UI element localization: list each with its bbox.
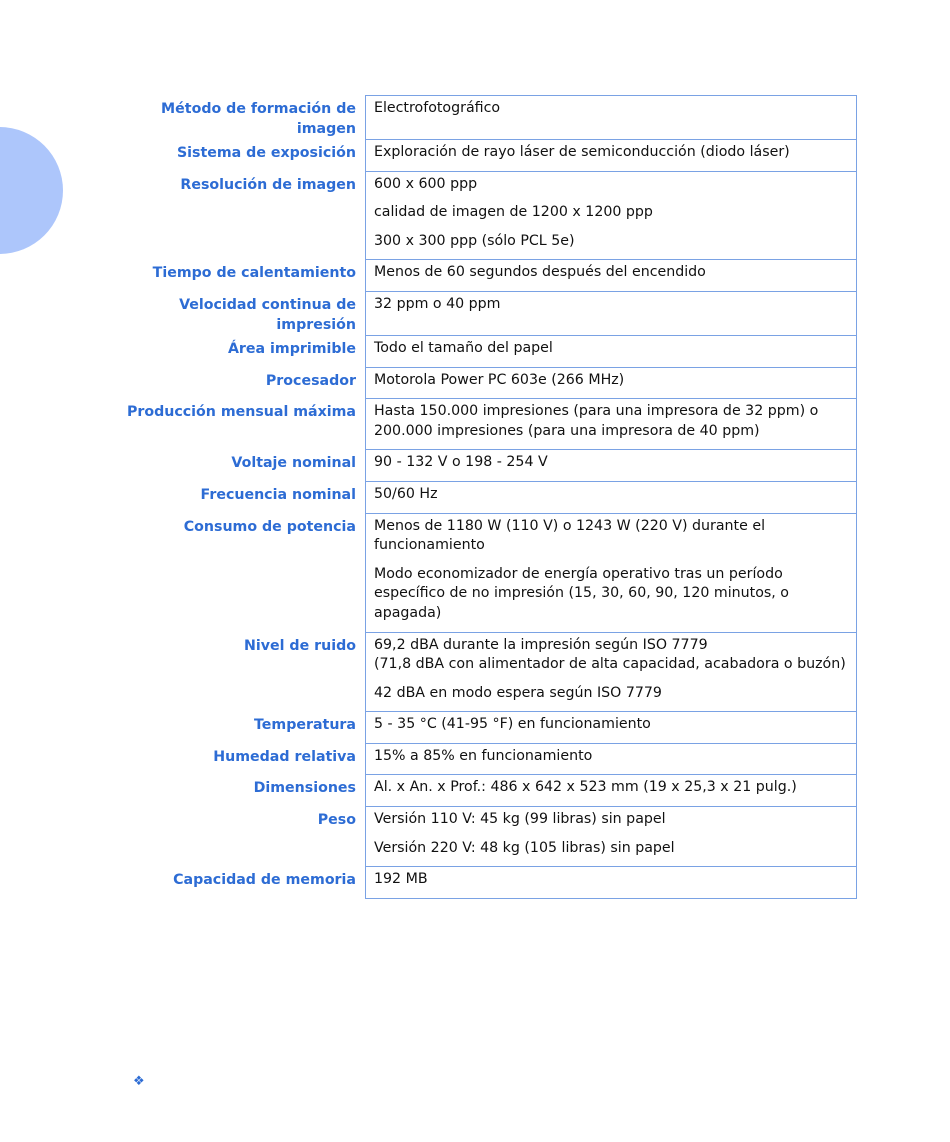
spec-label: Voltaje nominal bbox=[231, 455, 356, 472]
spec-value bbox=[365, 481, 857, 513]
spec-value-line: específico de no impresión (15, 30, 60, 90, 120 minutos, o bbox=[374, 585, 789, 602]
spec-value-line: Hasta 150.000 impresiones (para una impresora de 32 ppm) o bbox=[374, 403, 819, 420]
spec-label: Velocidad continua de impresión bbox=[179, 296, 356, 333]
spec-value bbox=[365, 259, 857, 291]
spec-value bbox=[365, 449, 857, 481]
spec-value-paragraph bbox=[374, 715, 848, 735]
spec-value bbox=[365, 95, 857, 139]
spec-value-paragraph bbox=[374, 99, 848, 119]
spec-value bbox=[365, 139, 857, 171]
spec-value-paragraph bbox=[374, 453, 848, 473]
spec-value-paragraph bbox=[374, 295, 848, 315]
spec-value-line: (71,8 dBA con alimentador de alta capacidad, acabadora o buzón) bbox=[374, 656, 846, 673]
spec-value bbox=[365, 774, 857, 806]
spec-value bbox=[365, 335, 857, 367]
spec-value-line: Todo el tamaño del papel bbox=[374, 339, 553, 356]
spec-value-line: Motorola Power PC 603e (266 MHz) bbox=[374, 371, 625, 388]
spec-value-paragraph bbox=[374, 684, 848, 704]
spec-value-line: 5 - 35 °C (41-95 °F) en funcionamiento bbox=[374, 716, 651, 733]
spec-value bbox=[365, 291, 857, 335]
spec-value-line: 192 MB bbox=[374, 871, 428, 888]
chapter-tab-marker bbox=[0, 127, 63, 254]
spec-value-line: Menos de 1180 W (110 V) o 1243 W (220 V) durante el bbox=[374, 517, 766, 534]
spec-label: Humedad relativa bbox=[213, 748, 356, 765]
spec-value-line: Modo economizador de energía operativo tras un período bbox=[374, 565, 783, 582]
spec-value bbox=[365, 743, 857, 775]
spec-value bbox=[365, 632, 857, 712]
spec-label: Sistema de exposición bbox=[176, 145, 356, 161]
spec-value-line: funcionamiento bbox=[374, 537, 485, 554]
spec-label: Área imprimible bbox=[227, 340, 356, 357]
spec-value-paragraph bbox=[374, 371, 848, 391]
spec-label: Consumo de potencia bbox=[183, 518, 356, 535]
spec-value bbox=[365, 806, 857, 866]
spec-value-line: 50/60 Hz bbox=[374, 485, 438, 502]
spec-value-paragraph bbox=[374, 232, 848, 252]
spec-value-paragraph bbox=[374, 485, 848, 505]
spec-value bbox=[365, 171, 857, 260]
spec-value-paragraph bbox=[374, 339, 848, 359]
spec-value-paragraph bbox=[374, 778, 848, 798]
spec-value bbox=[365, 866, 857, 899]
spec-label: Peso bbox=[317, 812, 356, 829]
spec-value-line: Exploración de rayo láser de semiconducción (diodo láser) bbox=[374, 144, 790, 160]
spec-value-paragraph bbox=[374, 747, 848, 767]
spec-value-paragraph bbox=[374, 565, 848, 624]
spec-label: Tiempo de calentamiento bbox=[152, 265, 356, 282]
spec-label: Capacidad de memoria bbox=[173, 872, 356, 889]
spec-value-line: 42 dBA en modo espera según ISO 7779 bbox=[374, 684, 662, 701]
spec-value-line: Versión 220 V: 48 kg (105 libras) sin papel bbox=[374, 839, 675, 856]
spec-value-line: 200.000 impresiones (para una impresora de 40 ppm) bbox=[374, 422, 760, 439]
spec-value-line: 32 ppm o 40 ppm bbox=[374, 295, 501, 312]
spec-value-line: Versión 110 V: 45 kg (99 libras) sin papel bbox=[374, 811, 666, 828]
spec-label: Frecuencia nominal bbox=[200, 486, 356, 503]
spec-value-paragraph bbox=[374, 870, 848, 890]
spec-label: Temperatura bbox=[254, 717, 356, 734]
specifications-table bbox=[100, 95, 857, 899]
spec-value bbox=[365, 398, 857, 449]
spec-value-paragraph bbox=[374, 203, 848, 223]
spec-label: Método de formación de imagen bbox=[161, 101, 356, 137]
spec-value-line: calidad de imagen de 1200 x 1200 ppp bbox=[374, 204, 653, 221]
spec-label: Producción mensual máxima bbox=[126, 404, 356, 421]
spec-value-line: 15% a 85% en funcionamiento bbox=[374, 747, 593, 764]
spec-value-line: 600 x 600 ppp bbox=[374, 175, 478, 192]
spec-value-paragraph bbox=[374, 636, 848, 675]
spec-value-paragraph bbox=[374, 810, 848, 830]
spec-value-line: Menos de 60 segundos después del encendido bbox=[374, 264, 706, 281]
spec-value-line: 69,2 dBA durante la impresión según ISO 7779 bbox=[374, 636, 708, 653]
spec-value-paragraph bbox=[374, 175, 848, 195]
spec-value bbox=[365, 367, 857, 399]
spec-value-line: Al. x An. x Prof.: 486 x 642 x 523 mm (19 x 25,3 x 21 pulg.) bbox=[374, 779, 797, 796]
spec-value-paragraph bbox=[374, 263, 848, 283]
spec-value bbox=[365, 711, 857, 743]
spec-label: Procesador bbox=[265, 372, 356, 389]
spec-label: Resolución de imagen bbox=[180, 176, 356, 193]
spec-value bbox=[365, 513, 857, 632]
spec-value-line: 90 - 132 V o 198 - 254 V bbox=[374, 454, 548, 471]
spec-value-paragraph bbox=[374, 143, 848, 163]
spec-label: Nivel de ruido bbox=[244, 637, 356, 654]
spec-value-line: 300 x 300 ppp (sólo PCL 5e) bbox=[374, 232, 575, 249]
spec-value-line: Electrofotográfico bbox=[374, 100, 501, 116]
spec-value-paragraph bbox=[374, 839, 848, 859]
spec-value-line: apagada) bbox=[374, 604, 442, 621]
spec-value-paragraph bbox=[374, 402, 848, 441]
spec-value-paragraph bbox=[374, 517, 848, 556]
footer-diamond-icon: ❖ bbox=[133, 1074, 145, 1089]
spec-label: Dimensiones bbox=[253, 780, 356, 797]
